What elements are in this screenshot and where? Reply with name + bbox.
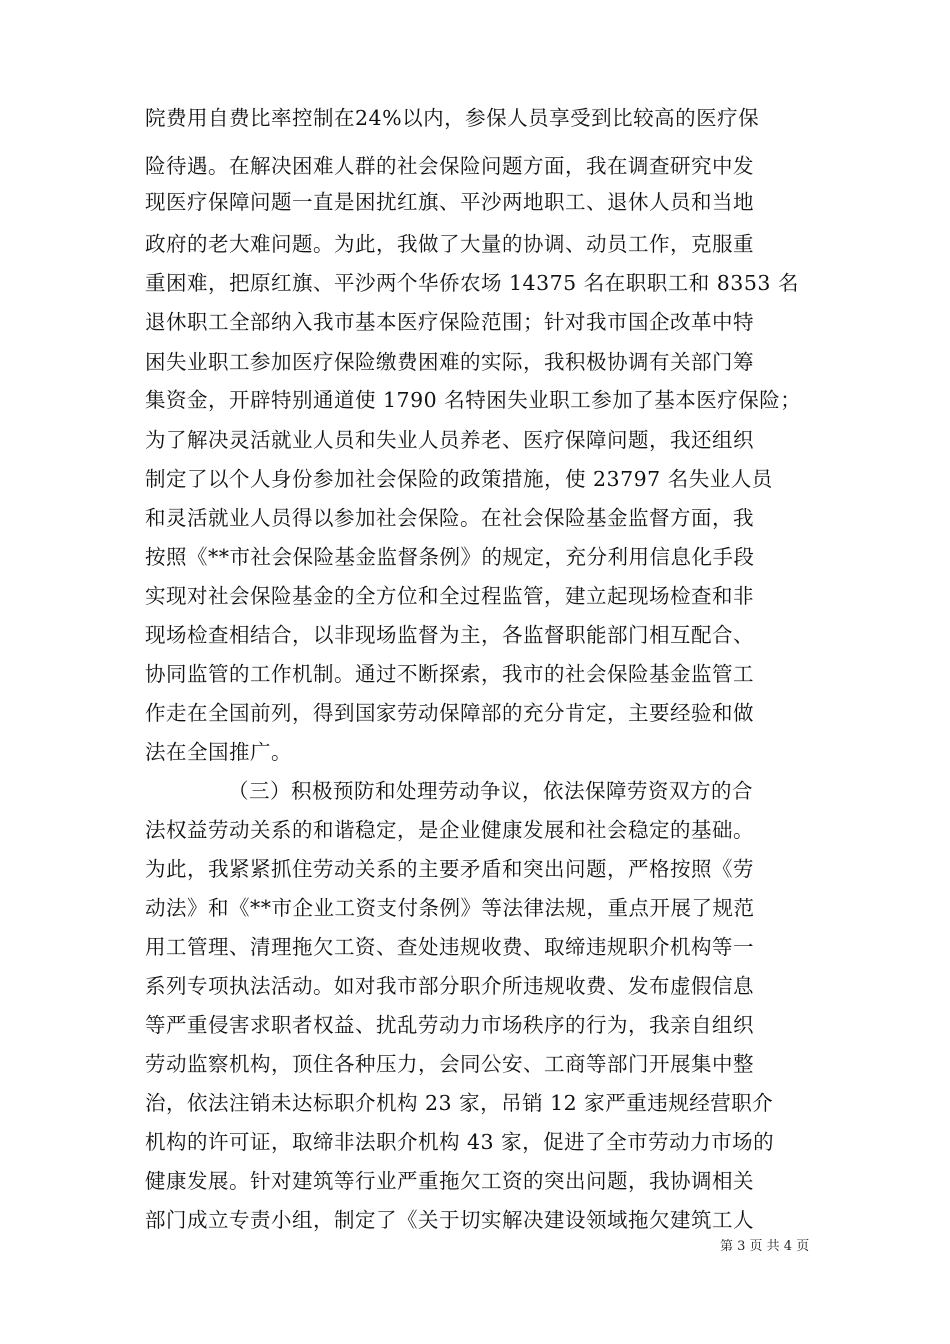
- text-line: 为了解决灵活就业人员和失业人员养老、医疗保障问题，我还组织: [145, 428, 754, 452]
- text-line: 现场检查相结合，以非现场监督为主，各监督职能部门相互配合、: [145, 623, 754, 647]
- text-line: 集资金，开辟特别通道使 1790 名特困失业职工参加了基本医疗保险；: [145, 388, 802, 412]
- text-line: 现医疗保障问题一直是困扰红旗、平沙两地职工、退休人员和当地: [145, 190, 754, 214]
- text-line: 部门成立专责小组，制定了《关于切实解决建设领域拖欠建筑工人: [145, 1208, 754, 1232]
- text-line: 协同监管的工作机制。通过不断探索，我市的社会保险基金监管工: [145, 662, 754, 686]
- text-line: 为此，我紧紧抓住劳动关系的主要矛盾和突出问题，严格按照《劳: [145, 857, 754, 881]
- text-line: 法权益劳动关系的和谐稳定，是企业健康发展和社会稳定的基础。: [145, 818, 754, 842]
- text-line: 制定了以个人身份参加社会保险的政策措施，使 23797 名失业人员: [145, 467, 773, 491]
- section-heading-line: （三）积极预防和处理劳动争议，依法保障劳资双方的合: [228, 779, 753, 803]
- text-line: 实现对社会保险基金的全方位和全过程监管，建立起现场检查和非: [145, 584, 754, 608]
- text-line: 劳动监察机构，顶住各种压力，会同公安、工商等部门开展集中整: [145, 1052, 754, 1076]
- text-line: 重困难，把原红旗、平沙两个华侨农场 14375 名在职职工和 8353 名: [145, 271, 799, 295]
- text-line: 政府的老大难问题。为此，我做了大量的协调、动员工作，克服重: [145, 232, 754, 256]
- text-line: 动法》和《**市企业工资支付条例》等法律法规，重点开展了规范: [145, 896, 755, 920]
- text-line: 和灵活就业人员得以参加社会保险。在社会保险基金监督方面，我: [145, 506, 754, 530]
- text-line: 按照《**市社会保险基金监督条例》的规定，充分利用信息化手段: [145, 545, 755, 569]
- text-line: 困失业职工参加医疗保险缴费困难的实际，我积极协调有关部门筹: [145, 350, 754, 374]
- text-line: 退休职工全部纳入我市基本医疗保险范围；针对我市国企改革中特: [145, 310, 754, 334]
- text-line: 机构的许可证，取缔非法职介机构 43 家，促进了全市劳动力市场的: [145, 1130, 775, 1154]
- text-line: 健康发展。针对建筑等行业严重拖欠工资的突出问题，我协调相关: [145, 1169, 754, 1193]
- text-line: 险待遇。在解决困难人群的社会保险问题方面，我在调查研究中发: [145, 154, 754, 178]
- text-line: 法在全国推广。: [145, 740, 292, 764]
- text-line: 院费用自费比率控制在24%以内，参保人员享受到比较高的医疗保: [145, 106, 760, 130]
- text-line: 用工管理、清理拖欠工资、查处违规收费、取缔违规职介机构等一: [145, 935, 754, 959]
- text-line: 系列专项执法活动。如对我市部分职介所违规收费、发布虚假信息: [145, 974, 754, 998]
- page-footer: 第 3 页 共 4 页: [720, 1239, 810, 1254]
- text-line: 等严重侵害求职者权益、扰乱劳动力市场秩序的行为，我亲自组织: [145, 1013, 754, 1037]
- text-line: 作走在全国前列，得到国家劳动保障部的充分肯定，主要经验和做: [145, 701, 754, 725]
- text-line: 治，依法注销未达标职介机构 23 家，吊销 12 家严重违规经营职介: [145, 1091, 774, 1115]
